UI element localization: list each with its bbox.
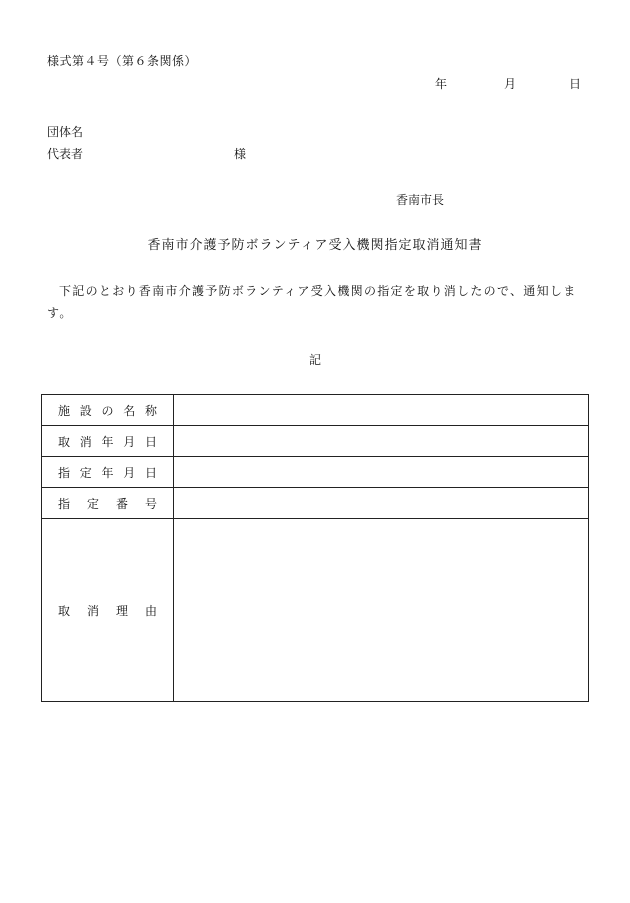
label-char: 定	[86, 496, 99, 511]
label-char: 名	[123, 403, 136, 418]
label-char: 日	[144, 434, 157, 449]
form-number: 様式第４号（第６条関係）	[47, 54, 198, 68]
row-label-designation-date	[42, 457, 174, 488]
label-char: 由	[144, 603, 157, 618]
table-row	[42, 519, 589, 702]
label-char: 施	[58, 403, 71, 418]
row-label-cancel-reason	[42, 519, 174, 702]
label-char: の	[101, 403, 114, 418]
row-label-cancel-date	[42, 426, 174, 457]
document-title: 香南市介護予防ボランティア受入機関指定取消通知書	[147, 238, 483, 253]
facility-name-field[interactable]	[174, 395, 589, 426]
body-text: 下記のとおり香南市介護予防ボランティア受入機関の指定を取り消したので、通知します。	[47, 284, 577, 320]
label-char: 理	[115, 603, 128, 618]
table-row	[42, 426, 589, 457]
row-label-designation-number	[42, 488, 174, 519]
representative-label: 代表者	[47, 147, 84, 161]
label-char: 称	[144, 403, 157, 418]
row-label-facility-name	[42, 395, 174, 426]
label-char: 日	[144, 465, 157, 480]
detail-table	[41, 394, 589, 702]
date-day-label: 日	[569, 77, 582, 91]
org-name-label: 団体名	[47, 125, 84, 139]
table-row	[42, 457, 589, 488]
cancel-date-field[interactable]	[174, 426, 589, 457]
label-char: 年	[101, 434, 114, 449]
label-char: 指	[58, 496, 71, 511]
label-char: 号	[144, 496, 157, 511]
ki-heading: 記	[308, 353, 321, 367]
label-char: 設	[79, 403, 92, 418]
table-row	[42, 395, 589, 426]
label-char: 消	[86, 603, 99, 618]
label-char: 定	[79, 465, 92, 480]
label-char: 年	[101, 465, 114, 480]
issuer-name: 香南市長	[396, 193, 445, 207]
label-char: 番	[115, 496, 128, 511]
date-year-label: 年	[435, 77, 448, 91]
designation-number-field[interactable]	[174, 488, 589, 519]
label-char: 指	[58, 465, 71, 480]
label-char: 取	[58, 603, 71, 618]
cancel-reason-field[interactable]	[174, 519, 589, 702]
label-char: 取	[58, 434, 71, 449]
honorific-label: 様	[234, 147, 247, 161]
table-row	[42, 488, 589, 519]
date-month-label: 月	[504, 77, 517, 91]
designation-date-field[interactable]	[174, 457, 589, 488]
label-char: 月	[123, 465, 136, 480]
label-char: 消	[79, 434, 92, 449]
label-char: 月	[123, 434, 136, 449]
